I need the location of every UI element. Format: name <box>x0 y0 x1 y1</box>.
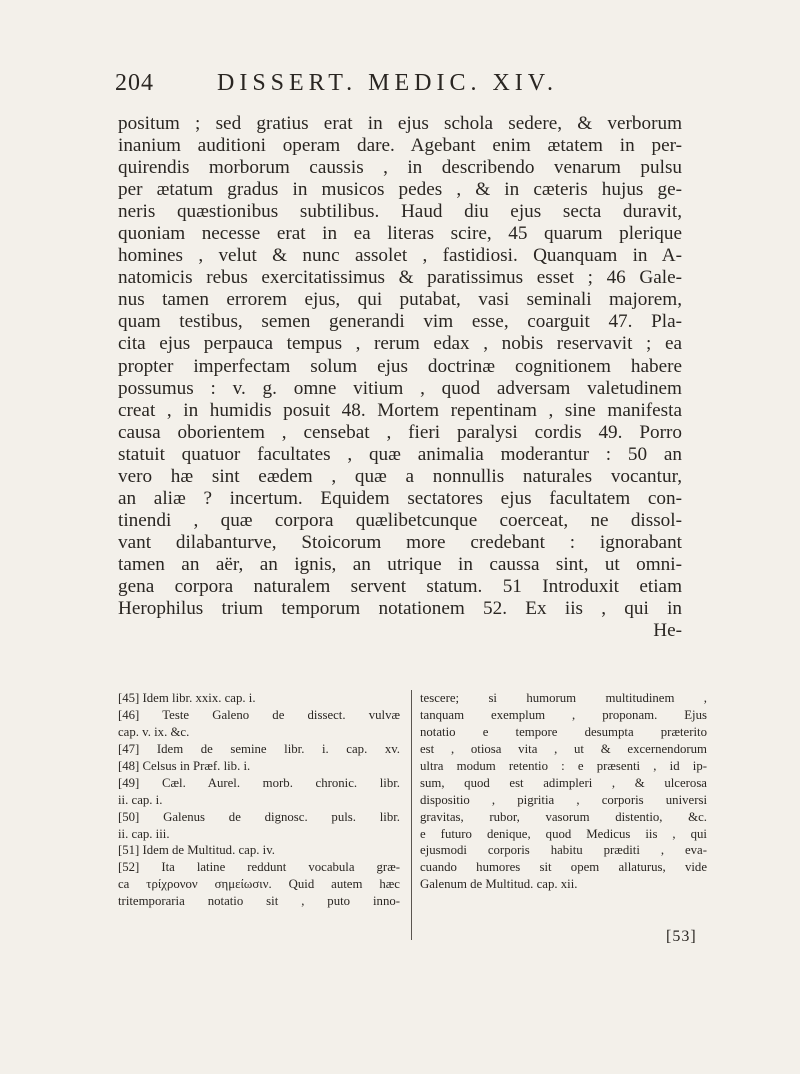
footnote-line: [47] Idem de semine libr. i. cap. xv. <box>118 741 400 756</box>
footnote-line: gravitas, rubor, vasorum distentio, &c. <box>420 809 707 824</box>
footnote-line: [46] Teste Galeno de dissect. vulvæ <box>118 707 400 722</box>
page-number: 204 <box>115 70 154 96</box>
footnote-line: est , otiosa vita , ut & excernendorum <box>420 741 707 756</box>
running-title: DISSERT. MEDIC. XIV. <box>217 70 559 96</box>
footnote-line: ultra modum retentio : e præsenti , id ip- <box>420 758 707 773</box>
text-line: quam testibus, semen generandi vim esse, coarguit 47. Pla- <box>118 311 682 333</box>
footnote-line: ca τρίχρονον σημείωσιν. Quid autem hæc <box>118 877 400 892</box>
text-line: quirendis morborum caussis , in describendo venarum pulsu <box>118 157 682 179</box>
footnote-line: Galenum de Multitud. cap. xii. <box>420 877 578 892</box>
text-line: tamen an aër, an ignis, an utrique in caussa sint, ut omni- <box>118 553 682 575</box>
text-line: an aliæ ? incertum. Equidem sectatores ejus facultatem con- <box>118 487 682 509</box>
text-line: possumus : v. g. omne vitium , quod adversam valetudinem <box>118 377 682 399</box>
footnote-line: e futuro denique, quod Medicus iis , qui <box>420 826 707 841</box>
column-divider <box>411 690 412 940</box>
text-line: cita ejus perpauca tempus , rerum edax , nobis reservavit ; ea <box>118 333 682 355</box>
text-line: gena corpora naturalem servent statum. 51 Introduxit etiam <box>118 575 682 597</box>
text-line: creat , in humidis posuit 48. Mortem repentinam , sine manifesta <box>118 399 682 421</box>
footnote-line: [50] Galenus de dignosc. puls. libr. <box>118 809 400 824</box>
text-line: positum ; sed gratius erat in ejus schola sedere, & verborum <box>118 113 682 134</box>
text-line: vant dilabanturve, Stoicorum more credebant : ignorabant <box>118 531 682 553</box>
footnote-line: tanquam exemplum , proponam. Ejus <box>420 707 707 722</box>
footnote-line: [52] Ita latine reddunt vocabula græ- <box>118 860 400 875</box>
text-line: neris quæstionibus subtilibus. Haud diu ejus secta duravit, <box>118 201 682 223</box>
footnote-line: [49] Cæl. Aurel. morb. chronic. libr. <box>118 775 400 790</box>
footnote-line: [51] Idem de Multitud. cap. iv. <box>118 843 275 858</box>
text-line-catch: He- <box>653 620 682 642</box>
footnote-line: ii. cap. iii. <box>118 826 170 841</box>
footnote-line: cap. v. ix. &c. <box>118 724 190 739</box>
footnote-line: cuando humores sit opem allaturus, vide <box>420 860 707 875</box>
text-line: statuit quatuor facultates , quæ animalia moderantur : 50 an <box>118 443 682 465</box>
page-header <box>115 70 675 104</box>
text-line: vero hæ sint eædem , quæ a nonnullis naturales vocantur, <box>118 465 682 487</box>
footnotes-left-column <box>118 690 400 910</box>
footnote-line: ejusmodi corporis habitu præditi , eva- <box>420 843 707 858</box>
main-text-block <box>118 113 682 642</box>
footnote-line: tescere; si humorum multitudinem , <box>420 691 707 705</box>
footnote-line: [45] Idem libr. xxix. cap. i. <box>118 691 256 705</box>
text-line: nus tamen errorem ejus, qui putabat, vasi seminali majorem, <box>118 289 682 311</box>
text-line: per ætatum gradus in musicos pedes , & in cæteris hujus ge- <box>118 179 682 201</box>
footnote-line: tritemporaria notatio sit , puto inno- <box>118 894 400 909</box>
footnote-line: ii. cap. i. <box>118 792 163 807</box>
text-line: propter imperfectam solum ejus doctrinæ cognitionem habere <box>118 355 682 377</box>
text-line: causa oborientem , censebat , fieri paralysi cordis 49. Porro <box>118 421 682 443</box>
footnote-line: dispositio , pigritia , corporis universi <box>420 792 707 807</box>
text-line: Herophilus trium temporum notationem 52. Ex iis , qui in <box>118 598 682 620</box>
text-line: homines , velut & nunc assolet , fastidiosi. Quanquam in A- <box>118 245 682 267</box>
text-line: tinendi , quæ corpora quælibetcunque coerceat, ne dissol- <box>118 509 682 531</box>
footnote-line: notatio e tempore desumpta præterito <box>420 724 707 739</box>
footnote-line: sum, quod est adimpleri , & ulcerosa <box>420 775 707 790</box>
text-line: quoniam necesse erat in ea literas scire, 45 quarum plerique <box>118 223 682 245</box>
text-line: natomicis rebus exercitatissimus & paratissimus esset ; 46 Gale- <box>118 267 682 289</box>
footnote-line: [48] Celsus in Præf. lib. i. <box>118 758 251 773</box>
text-line: inanium auditioni operam dare. Agebant enim ætatem in per- <box>118 135 682 157</box>
signature-mark: [53] <box>666 928 697 945</box>
footnotes-right-column <box>420 690 707 893</box>
